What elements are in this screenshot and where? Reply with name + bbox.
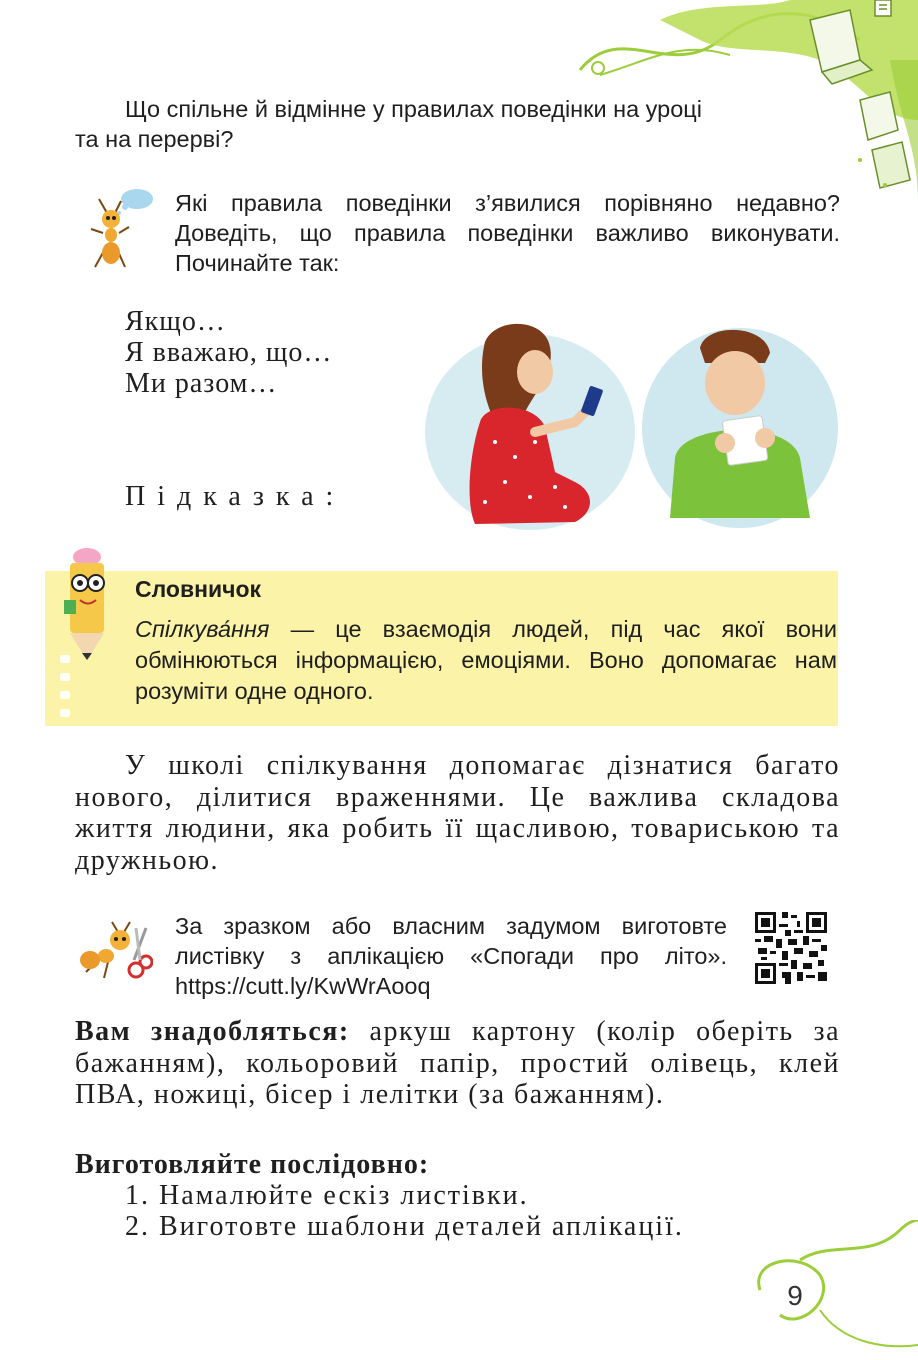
glossary-definition xyxy=(135,614,837,707)
boy-with-paper-illustration xyxy=(640,308,840,530)
sentence-starters xyxy=(125,306,332,399)
main-paragraph-text: У школі спілкування допомагає дізнатися багато нового, ділитися враженнями. Це важлива складова життя людини, яка робить її щасливою, товариською та дружньою. xyxy=(75,750,840,876)
step-1: 1. Намалюйте ескіз листівки. xyxy=(125,1180,529,1211)
pencil-mascot-icon xyxy=(52,545,127,725)
question-line-1: Що спільне й відмінне у правилах поведінки на уроці xyxy=(125,96,702,122)
materials-label: Вам знадобляться: xyxy=(75,1016,350,1047)
glossary-term: Спілкува́ння xyxy=(135,616,270,642)
girl-with-phone-illustration xyxy=(425,312,635,530)
qr-code[interactable] xyxy=(755,912,827,984)
step-2: 2. Виготовте шаблони деталей аплікації. xyxy=(125,1211,684,1242)
page-number: 9 xyxy=(787,1280,803,1311)
starter-2: Я вважаю, що… xyxy=(125,337,333,368)
materials-text: аркуш картону (колір оберіть за бажанням), кольоровий папір, простий олівець, клей ПВА, ножиці, бісер і лелітки (за бажанням). xyxy=(75,1016,840,1110)
question-line-2: та на перерві? xyxy=(75,126,234,152)
glossary-title: Словничок xyxy=(135,576,262,602)
question-text xyxy=(75,94,840,154)
materials-paragraph xyxy=(75,1016,840,1111)
page-number-swirl xyxy=(740,1220,918,1360)
ant-thinking-icon xyxy=(85,185,155,275)
starter-3: Ми разом… xyxy=(125,368,278,399)
steps-title: Виготовляйте послідовно: xyxy=(75,1149,430,1180)
task-1-text: Які правила поведінки з’явилися порівняно недавно? Доведіть, що правила поведінки важливо виконувати. Починайте так: xyxy=(175,190,840,276)
main-paragraph xyxy=(75,750,840,876)
glossary-definition-text: — це взаємодія людей, під час якої вони обмінюються інформацією, емоціями. Воно допомагає нам розуміти одне одного. xyxy=(135,616,837,704)
ant-with-scissors-icon xyxy=(78,920,153,985)
hint-label: Підказка: xyxy=(125,481,346,512)
task-2-text[interactable]: За зразком або власним задумом виготовте листівку з аплікацією «Спогади про літо». https://cutt.ly/KwWrAooq xyxy=(175,913,727,999)
starter-1: Якщо… xyxy=(125,306,226,337)
